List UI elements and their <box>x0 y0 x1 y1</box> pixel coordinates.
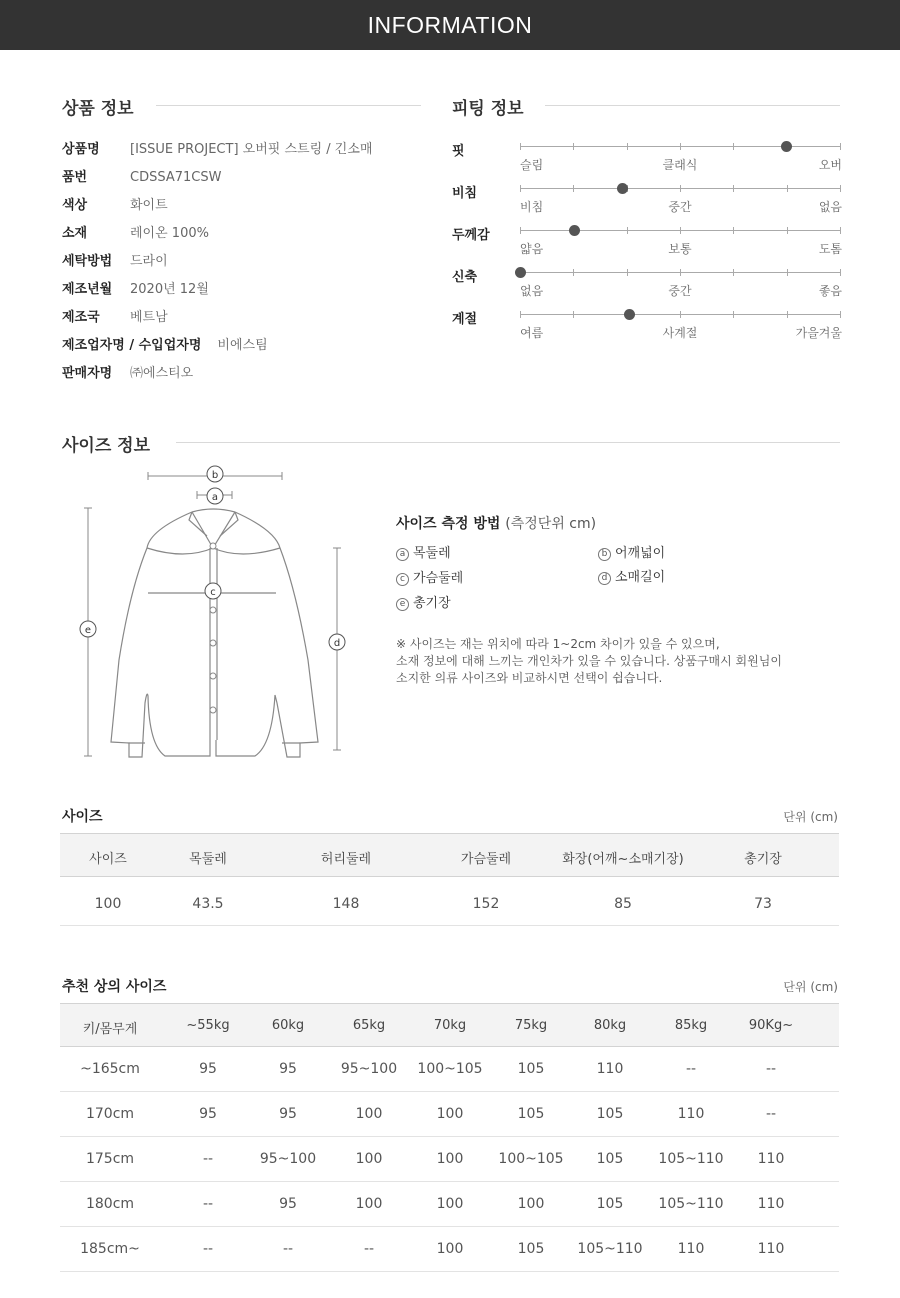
info-value: 베트남 <box>130 310 168 325</box>
fitting-row <box>452 266 842 306</box>
fitting-label: 계절 <box>452 312 478 327</box>
table-cell: 100~105 <box>498 1151 564 1167</box>
fitting-level-dot <box>569 225 580 236</box>
method-item-d <box>598 566 665 585</box>
info-value: CDSSA71CSW <box>130 170 222 185</box>
scale-tick <box>573 269 574 276</box>
fitting-level-dot <box>617 183 628 194</box>
info-key: 소재 <box>62 226 88 241</box>
scale-tick <box>680 185 681 192</box>
scale-tick <box>733 311 734 318</box>
fitting-level-dot <box>624 309 635 320</box>
info-value: 비에스팀 <box>217 338 268 353</box>
info-value: 화이트 <box>130 198 168 213</box>
scale-tick <box>840 185 841 192</box>
table-cell: -- <box>202 1241 214 1257</box>
table-cell: 105 <box>596 1196 624 1212</box>
marker-d: d <box>333 638 341 649</box>
info-key: 제조국 <box>62 310 100 325</box>
table-row <box>60 877 839 926</box>
size-note <box>396 636 782 687</box>
table-cell: 105~110 <box>658 1151 724 1167</box>
table-cell: 95~100 <box>340 1061 398 1077</box>
table-header-cell: 75kg <box>514 1018 548 1033</box>
scale-tick <box>573 143 574 150</box>
table-cell: 175cm <box>85 1151 135 1167</box>
fitting-row <box>452 308 842 348</box>
fitting-option: 슬림 <box>520 158 544 172</box>
table-cell: -- <box>363 1241 375 1257</box>
table-cell: 100 <box>355 1106 383 1122</box>
info-value: ㈜에스티오 <box>130 366 194 381</box>
fitting-label: 두께감 <box>452 228 490 243</box>
table-cell: 100 <box>436 1106 464 1122</box>
scale-tick <box>787 185 788 192</box>
fitting-row <box>452 182 842 222</box>
fitting-label: 신축 <box>452 270 478 285</box>
table-header-cell: ~55kg <box>186 1018 230 1033</box>
table-header-cell: 목둘레 <box>189 852 227 867</box>
product-info-row <box>62 308 168 328</box>
table-cell: 95 <box>199 1061 217 1077</box>
product-info-row <box>62 140 372 160</box>
product-info-row <box>62 252 168 272</box>
table-cell: 105~110 <box>658 1196 724 1212</box>
table-cell: 95 <box>279 1106 297 1122</box>
table-cell: 100 <box>517 1196 545 1212</box>
info-value: [ISSUE PROJECT] 오버핏 스트링 / 긴소매 <box>130 142 373 157</box>
table-header-cell: 85kg <box>674 1018 708 1033</box>
note-line: ※ 사이즈는 재는 위치에 따라 1~2cm 차이가 있을 수 있으며, <box>396 637 720 651</box>
scale-tick <box>840 227 841 234</box>
rec-table-unit: 단위 (cm) <box>783 980 838 994</box>
table-cell: 105~110 <box>577 1241 643 1257</box>
table-cell: 95 <box>279 1196 297 1212</box>
method-item-label: 가슴둘레 <box>413 571 464 586</box>
table-cell: -- <box>202 1151 214 1167</box>
method-unit: (측정단위 cm) <box>505 516 597 532</box>
size-table-title: 사이즈 <box>62 809 103 825</box>
fitting-scale <box>520 188 840 189</box>
table-cell: 100~105 <box>417 1061 483 1077</box>
product-info-title: 상품 정보 <box>62 99 134 119</box>
table-cell: 110 <box>757 1196 785 1212</box>
fitting-scale <box>520 272 840 273</box>
page-header: INFORMATION <box>0 0 900 50</box>
scale-tick <box>787 311 788 318</box>
method-title <box>396 513 866 533</box>
table-cell: 105 <box>517 1061 545 1077</box>
scale-tick <box>680 311 681 318</box>
scale-tick <box>733 269 734 276</box>
table-cell: ~165cm <box>80 1061 140 1077</box>
info-key: 세탁방법 <box>62 254 113 269</box>
marker-circle: c <box>396 573 409 586</box>
fitting-row <box>452 140 842 180</box>
fitting-scale <box>520 314 840 315</box>
note-line: 소재 정보에 대해 느끼는 개인차가 있을 수 있습니다. 상품구매시 회원님이 <box>396 654 782 668</box>
table-header-cell: 총기장 <box>744 852 782 867</box>
shirt-illustration <box>70 460 370 770</box>
table-header-row <box>60 833 839 877</box>
scale-tick <box>573 185 574 192</box>
table-cell: 105 <box>596 1151 624 1167</box>
scale-tick <box>840 311 841 318</box>
table-cell: 100 <box>436 1151 464 1167</box>
scale-tick <box>627 269 628 276</box>
table-row <box>60 1092 839 1137</box>
marker-a: a <box>211 492 219 503</box>
rec-table-title: 추천 상의 사이즈 <box>62 979 167 995</box>
scale-tick <box>573 311 574 318</box>
product-info-row <box>62 196 168 216</box>
scale-tick <box>787 269 788 276</box>
size-table-unit: 단위 (cm) <box>783 810 838 824</box>
scale-tick <box>680 143 681 150</box>
table-cell: 95 <box>279 1061 297 1077</box>
table-header-cell: 65kg <box>352 1018 386 1033</box>
product-info-row <box>62 168 221 188</box>
table-cell: 180cm <box>85 1196 135 1212</box>
table-header-cell: 60kg <box>271 1018 305 1033</box>
fitting-option: 사계절 <box>662 326 698 340</box>
product-info-row <box>62 336 268 356</box>
fitting-label: 핏 <box>452 144 465 159</box>
fitting-option: 여름 <box>520 326 544 340</box>
info-key: 상품명 <box>62 142 100 157</box>
divider <box>545 105 840 106</box>
table-cell: 73 <box>754 896 772 912</box>
scale-tick <box>840 143 841 150</box>
scale-tick <box>733 185 734 192</box>
marker-circle: d <box>598 572 611 585</box>
fitting-option: 얇음 <box>520 242 544 256</box>
fitting-option: 없음 <box>818 200 842 214</box>
table-cell: -- <box>685 1061 697 1077</box>
table-cell: 110 <box>757 1151 785 1167</box>
divider <box>156 105 421 106</box>
method-item-label: 총기장 <box>413 596 451 611</box>
scale-tick <box>520 311 521 318</box>
fitting-info-title: 피팅 정보 <box>452 99 524 119</box>
table-header-cell: 화장(어깨~소매기장) <box>562 852 684 867</box>
table-row <box>60 1182 839 1227</box>
method-item-c <box>396 567 463 586</box>
marker-circle: a <box>396 548 409 561</box>
table-cell: -- <box>765 1061 777 1077</box>
table-row <box>60 1047 839 1092</box>
info-key: 제조년월 <box>62 282 113 297</box>
fitting-option: 가을겨울 <box>795 326 842 340</box>
fitting-option: 도톰 <box>818 242 842 256</box>
scale-tick <box>680 269 681 276</box>
table-cell: -- <box>202 1196 214 1212</box>
scale-tick <box>520 185 521 192</box>
table-cell: -- <box>282 1241 294 1257</box>
table-cell: 100 <box>94 896 122 912</box>
scale-tick <box>680 227 681 234</box>
fitting-scale <box>520 230 840 231</box>
fitting-option: 오버 <box>818 158 842 172</box>
method-item-label: 소매길이 <box>615 570 666 585</box>
marker-c: c <box>210 587 216 598</box>
table-cell: 148 <box>332 896 360 912</box>
table-header-cell: 가슴둘레 <box>460 852 512 867</box>
info-value: 드라이 <box>130 254 168 269</box>
table-cell: 100 <box>436 1241 464 1257</box>
product-info-row <box>62 364 193 384</box>
table-cell: 95 <box>199 1106 217 1122</box>
table-header-cell: 허리둘레 <box>320 852 372 867</box>
table-cell: 100 <box>355 1196 383 1212</box>
table-cell: 110 <box>757 1241 785 1257</box>
size-table <box>60 833 839 926</box>
scale-tick <box>733 143 734 150</box>
scale-tick <box>627 143 628 150</box>
scale-tick <box>733 227 734 234</box>
table-row <box>60 1137 839 1182</box>
table-header-cell: 70kg <box>433 1018 467 1033</box>
scale-tick <box>520 227 521 234</box>
table-cell: 85 <box>614 896 632 912</box>
table-row <box>60 1227 839 1272</box>
recommend-size-table <box>60 1003 839 1272</box>
table-header-cell: 90Kg~ <box>748 1018 794 1033</box>
table-cell: 105 <box>596 1106 624 1122</box>
marker-e: e <box>84 625 92 636</box>
table-cell: 43.5 <box>192 896 224 912</box>
table-header-cell: 사이즈 <box>89 852 127 867</box>
scale-tick <box>627 227 628 234</box>
scale-tick <box>787 227 788 234</box>
table-cell: 110 <box>596 1061 624 1077</box>
fitting-option: 클래식 <box>662 158 698 172</box>
table-cell: 100 <box>436 1196 464 1212</box>
note-line: 소지한 의류 사이즈와 비교하시면 선택이 쉽습니다. <box>396 671 663 685</box>
divider <box>176 442 840 443</box>
method-item-label: 목둘레 <box>413 546 451 561</box>
table-header-cell: 키/몸무게 <box>82 1022 138 1037</box>
table-cell: -- <box>765 1106 777 1122</box>
fitting-level-dot <box>781 141 792 152</box>
fitting-label: 비침 <box>452 186 478 201</box>
info-value: 2020년 12월 <box>130 282 209 297</box>
fitting-scale <box>520 146 840 147</box>
size-info-title: 사이즈 정보 <box>62 436 151 456</box>
method-item-b <box>598 542 665 561</box>
table-cell: 105 <box>517 1106 545 1122</box>
product-info-row <box>62 224 209 244</box>
fitting-level-dot <box>515 267 526 278</box>
measurement-method <box>396 513 866 611</box>
table-cell: 152 <box>472 896 500 912</box>
shirt-measurement-diagram <box>70 460 370 770</box>
table-cell: 110 <box>677 1241 705 1257</box>
fitting-option: 비침 <box>520 200 544 214</box>
fitting-option: 좋음 <box>818 284 842 298</box>
table-header-row <box>60 1003 839 1047</box>
info-key: 판매자명 <box>62 366 113 381</box>
table-cell: 185cm~ <box>80 1241 140 1257</box>
method-title-text: 사이즈 측정 방법 <box>396 516 501 532</box>
marker-circle: b <box>598 548 611 561</box>
table-header-cell: 80kg <box>593 1018 627 1033</box>
marker-circle: e <box>396 598 409 611</box>
table-cell: 110 <box>677 1106 705 1122</box>
scale-tick <box>520 143 521 150</box>
product-info-row <box>62 280 209 300</box>
info-key: 품번 <box>62 170 88 185</box>
fitting-option: 보통 <box>668 242 692 256</box>
fitting-option: 중간 <box>668 200 692 214</box>
method-item-e <box>396 592 451 611</box>
table-cell: 170cm <box>85 1106 135 1122</box>
table-cell: 100 <box>355 1151 383 1167</box>
method-item-label: 어깨넓이 <box>615 546 666 561</box>
scale-tick <box>840 269 841 276</box>
info-key: 색상 <box>62 198 88 213</box>
marker-b: b <box>211 470 219 481</box>
fitting-option: 중간 <box>668 284 692 298</box>
fitting-option: 없음 <box>520 284 544 298</box>
table-cell: 95~100 <box>259 1151 317 1167</box>
fitting-row <box>452 224 842 264</box>
info-value: 레이온 100% <box>130 226 209 241</box>
method-item-a <box>396 542 451 561</box>
table-cell: 105 <box>517 1241 545 1257</box>
info-key: 제조업자명 / 수입업자명 <box>62 338 202 353</box>
